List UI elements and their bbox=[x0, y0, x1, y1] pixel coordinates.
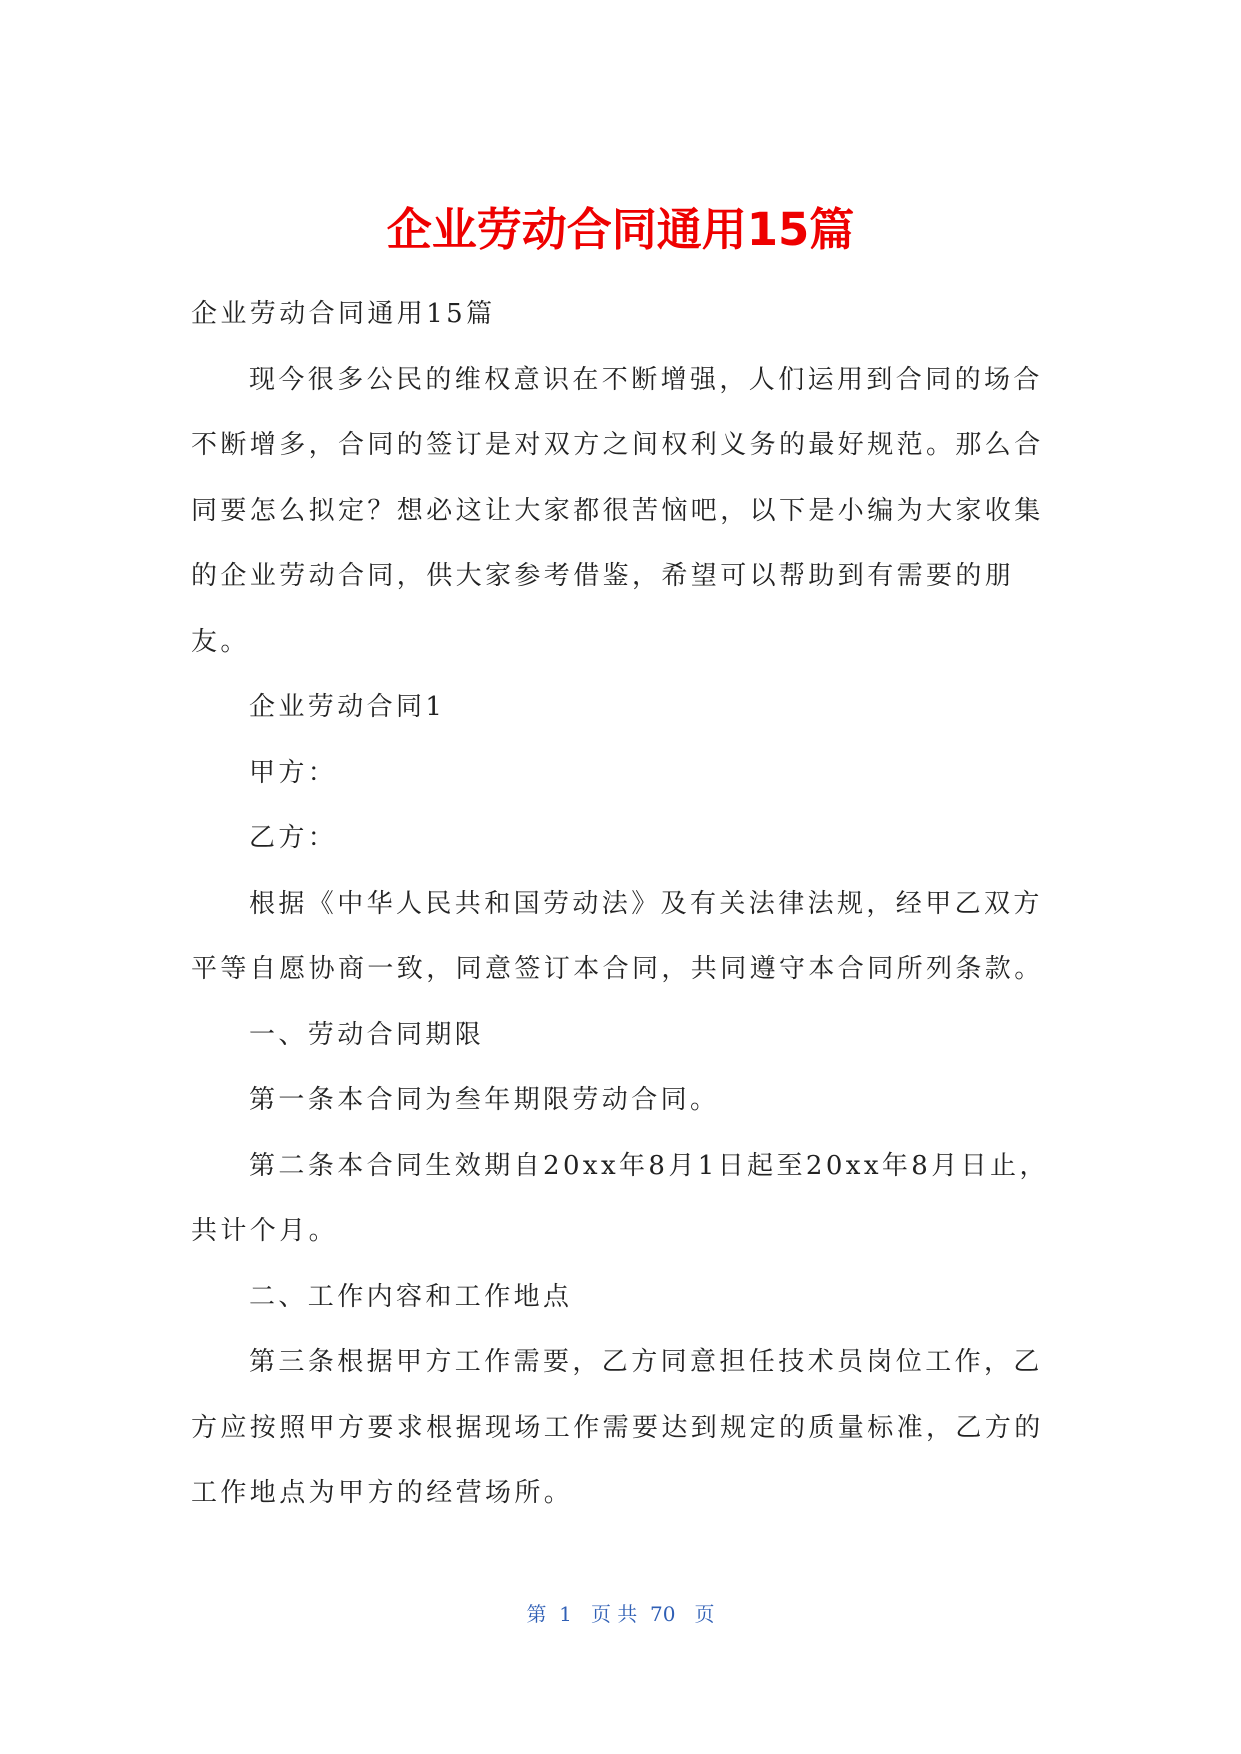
section-heading-term: 一、劳动合同期限 bbox=[249, 1019, 485, 1050]
page-footer: 第 1 页 共 70 页 bbox=[526, 1602, 715, 1626]
contract-heading: 企业劳动合同1 bbox=[249, 692, 446, 722]
article-2: 第二条本合同生效期自20xx年8月1日起至20xx年8月日止，共计个月。 bbox=[191, 1150, 1049, 1246]
document-title: 企业劳动合同通用15篇 bbox=[386, 203, 855, 256]
legal-basis-paragraph: 根据《中华人民共和国劳动法》及有关法律法规，经甲乙双方平等自愿协商一致，同意签订本合同，共同遵守本合同所列条款。 bbox=[191, 888, 1044, 984]
subtitle-line: 企业劳动合同通用15篇 bbox=[191, 299, 496, 329]
section-heading-work: 二、工作内容和工作地点 bbox=[249, 1281, 573, 1312]
article-3: 第三条根据甲方工作需要，乙方同意担任技术员岗位工作，乙方应按照甲方要求根据现场工作需要达到规定的质量标准，乙方的工作地点为甲方的经营场所。 bbox=[191, 1347, 1044, 1508]
intro-paragraph: 现今很多公民的维权意识在不断增强，人们运用到合同的场合不断增多，合同的签订是对双方之间权利义务的最好规范。那么合同要怎么拟定？想必这让大家都很苦恼吧，以下是小编为大家收集的企业劳动合同，供大家参考借鉴，希望可以帮助到有需要的朋友。 bbox=[191, 364, 1044, 657]
party-b-line: 乙方： bbox=[249, 823, 338, 853]
document-body bbox=[191, 282, 1051, 1527]
article-1: 第一条本合同为叁年期限劳动合同。 bbox=[249, 1085, 720, 1115]
party-a-line: 甲方： bbox=[249, 757, 338, 788]
